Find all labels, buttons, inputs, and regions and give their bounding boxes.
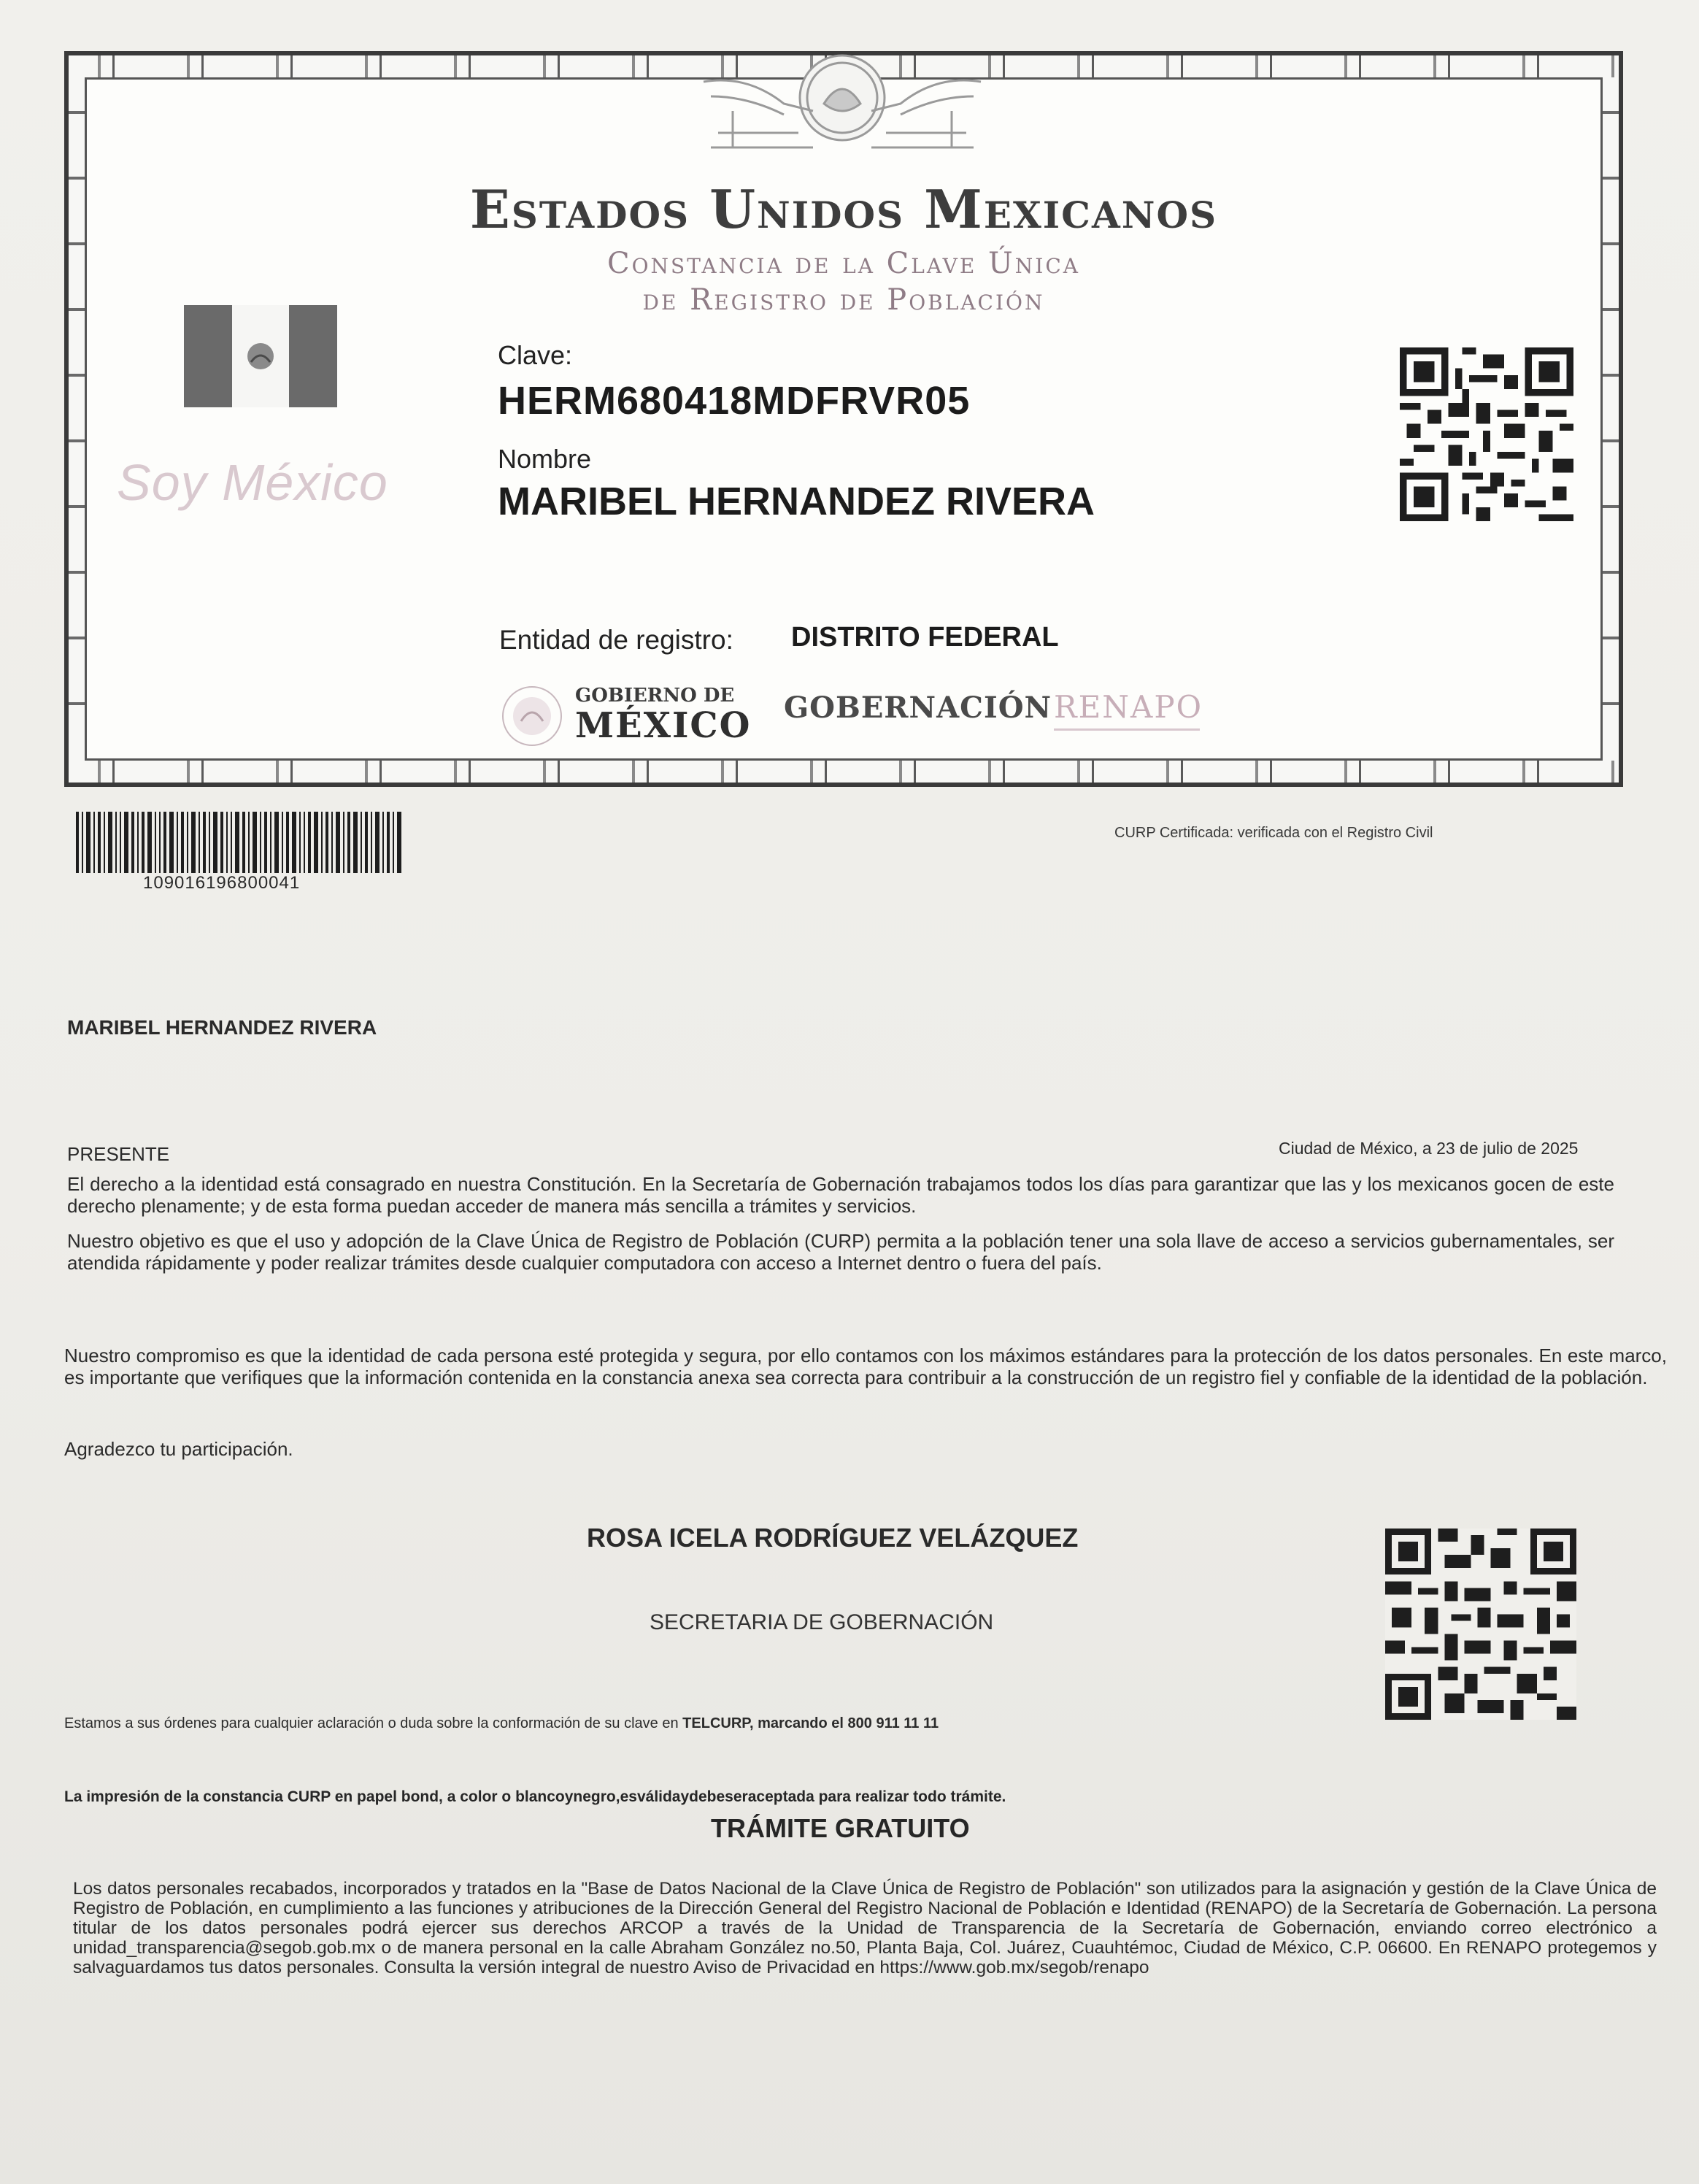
letter-presente: PRESENTE [67, 1143, 170, 1165]
logo-renapo: RENAPO [1054, 689, 1203, 725]
barcode-number: 109016196800041 [143, 873, 301, 893]
logo-gobierno-line1: GOBIERNO DE [575, 685, 735, 707]
qr-code-icon [1385, 1529, 1576, 1720]
logo-gobierno-line2: MÉXICO [575, 705, 752, 746]
telcurp-note [64, 1715, 939, 1732]
decorative-border-bottom [69, 761, 1619, 783]
curp-certificada-note: CURP Certificada: verificada con el Registro Civil [1114, 825, 1433, 841]
telcurp-text: Estamos a sus órdenes para cualquier aclaración o duda sobre la conformación de su clave en [64, 1715, 683, 1731]
signer-name: ROSA ICELA RODRÍGUEZ VELÁZQUEZ [587, 1523, 1079, 1553]
letter-paragraph-4: Agradezco tu participación. [64, 1438, 293, 1460]
curp-certificate [64, 51, 1623, 787]
slogan: Soy México [117, 454, 388, 511]
letter-recipient: MARIBEL HERNANDEZ RIVERA [67, 1016, 377, 1039]
nombre-label: Nombre [498, 444, 592, 474]
entidad-label: Entidad de registro: [499, 625, 733, 655]
renapo-underline [1054, 728, 1200, 731]
certificate-subtitle-line1: Constancia de la Clave Única [607, 247, 1080, 280]
certificate-title: Estados Unidos Mexicanos [469, 178, 1218, 240]
telcurp-phone: TELCURP, marcando el 800 911 11 11 [682, 1715, 939, 1731]
signer-title: SECRETARIA DE GOBERNACIÓN [650, 1610, 994, 1634]
letter-paragraph-1: El derecho a la identidad está consagrado en nuestra Constitución. En la Secretaría de Gobernación trabajamos todos los días para garantizar que las y los mexicanos gocen de este derecho plenamente; y de esta forma puedan acceder de manera más sencilla a trámites y servicios. [67, 1173, 1614, 1217]
tramite-gratuito: TRÁMITE GRATUITO [711, 1813, 970, 1843]
qr-code-icon [1397, 347, 1576, 521]
entidad-value: DISTRITO FEDERAL [791, 622, 1059, 653]
letter-paragraph-2: Nuestro objetivo es que el uso y adopción de la Clave Única de Registro de Población (CURP) permita a la población tener una sola llave de acceso a servicios gubernamentales, ser atendida rápidamente y poder realizar trámites desde cualquier computadora con acceso a Internet dentro o fuera del país. [67, 1230, 1614, 1274]
barcode-icon [76, 812, 401, 873]
clave-label: Clave: [498, 340, 573, 370]
mexican-flag-icon [184, 305, 337, 407]
letter-paragraph-3: Nuestro compromiso es que la identidad de cada persona esté protegida y segura, por ello contamos con los máximos estándares para la protección de los datos personales. En este marco, es importante que verifiques que la información contenida en la constancia anexa sea correcta para contribuir a la construcción de un registro fiel y confiable de la identidad de la población. [64, 1345, 1667, 1388]
privacy-paragraph: Los datos personales recabados, incorporados y tratados en la "Base de Datos Nacional de la Clave Única de Registro de Población" son utilizados para la asignación y gestión de la Clave Única de Registro de Población, en cumplimiento a las funciones y atribuciones de la Dirección General del Registro Nacional de Población e Identidad (RENAPO) de la Secretaría de Gobernación. La persona titular de los datos personales podrá ejercer sus derechos ARCOP a través de la Unidad de Transparencia de la Secretaría de Gobernación, enviando correo electrónico a unidad_transparencia@segob.gob.mx o de manera personal en la calle Abraham González no.50, Planta Baja, Col. Juárez, Cuauhtémoc, Ciudad de México, C.P. 06600. En RENAPO protegemos y salvaguardamos tus datos personales. Consulta la versión integral de nuestro Aviso de Privacidad en https://www.gob.mx/segob/renapo [73, 1879, 1657, 1977]
nombre-value: MARIBEL HERNANDEZ RIVERA [498, 480, 1095, 523]
gobierno-emblem-icon [499, 683, 565, 749]
national-coat-of-arms-icon [689, 53, 995, 162]
clave-value: HERM680418MDFRVR05 [498, 379, 971, 423]
impresion-note: La impresión de la constancia CURP en papel bond, a color o blancoynegro,esválidaydebeseraceptada para realizar todo trámite. [64, 1788, 1006, 1805]
letter-date: Ciudad de México, a 23 de julio de 2025 [1279, 1139, 1579, 1158]
logo-gobernacion: GOBERNACIÓN [784, 691, 1052, 725]
certificate-subtitle-line2: de Registro de Población [642, 283, 1045, 317]
